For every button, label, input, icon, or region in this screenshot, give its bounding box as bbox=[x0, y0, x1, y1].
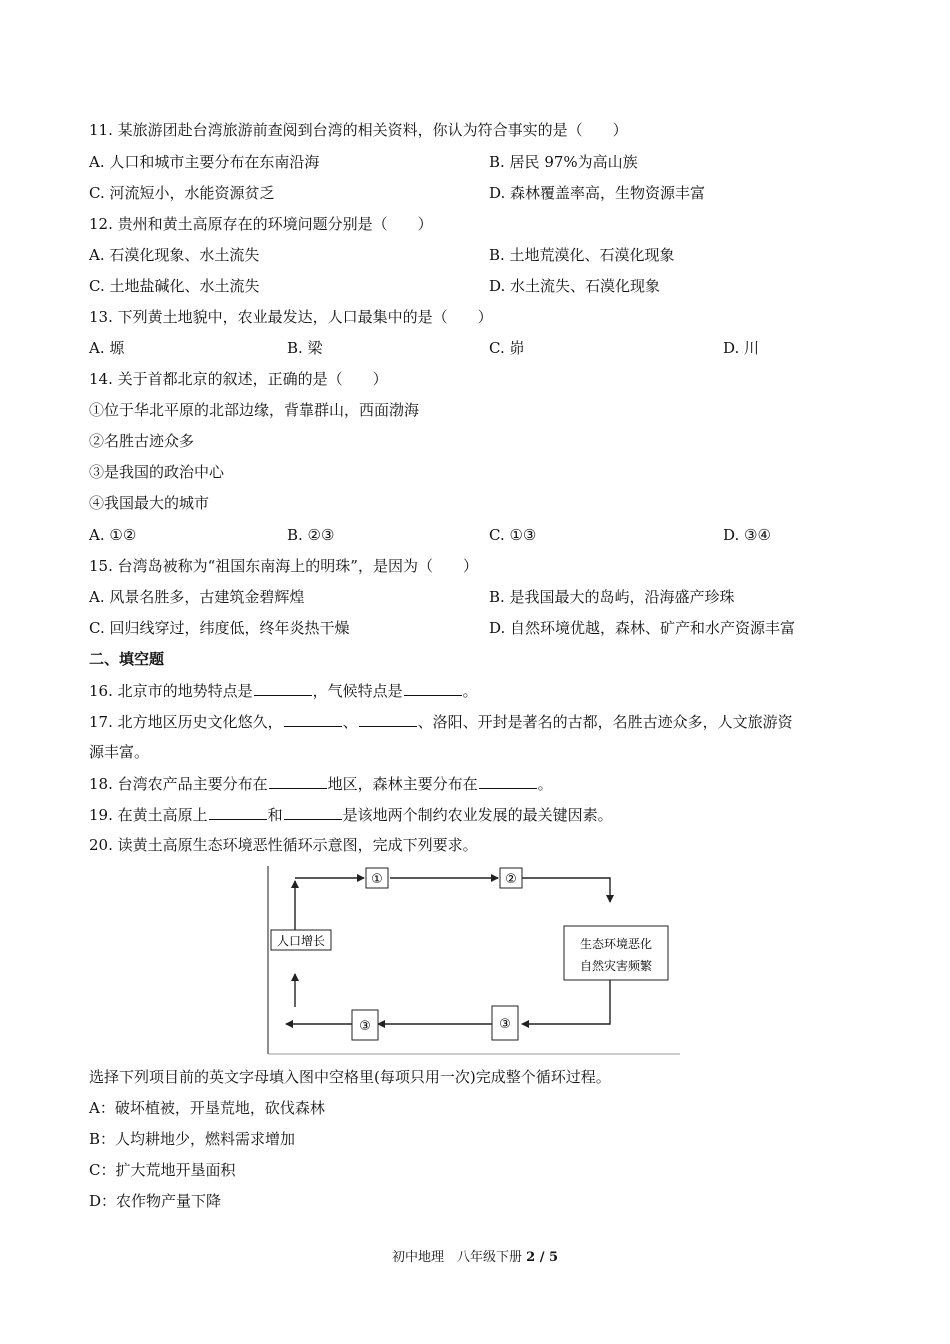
q11-option-c[interactable]: C. 河流短小，水能资源贫乏 bbox=[89, 184, 275, 202]
q16-text-2: ，气候特点是 bbox=[312, 682, 403, 700]
q16-blank-2[interactable] bbox=[404, 680, 462, 696]
q18-blank-1[interactable] bbox=[269, 773, 327, 789]
q18-text-3: 。 bbox=[537, 775, 553, 793]
q17-blank-1[interactable] bbox=[284, 711, 342, 727]
q13-option-b[interactable]: B. 梁 bbox=[287, 339, 323, 357]
arrow-to-eco bbox=[522, 878, 610, 902]
q18-text-1: 18. 台湾农产品主要分布在 bbox=[89, 775, 268, 793]
population-label: 人口增长 bbox=[276, 934, 326, 948]
q20-item-b: B：人均耕地少，燃料需求增加 bbox=[89, 1130, 296, 1148]
footer-text: 初中地理 八年级下册 bbox=[391, 1250, 527, 1265]
q15-option-c[interactable]: C. 回归线穿过，纬度低，终年炎热干燥 bbox=[89, 619, 350, 637]
marker-3a: ③ bbox=[359, 1019, 371, 1034]
eco-label-1: 生态环境恶化 bbox=[579, 937, 653, 951]
q19-text-2: 和 bbox=[267, 806, 283, 824]
q14-stem: 14. 关于首都北京的叙述，正确的是（ ） bbox=[89, 370, 388, 388]
q20-stem: 20. 读黄土高原生态环境恶性循环示意图，完成下列要求。 bbox=[89, 836, 478, 854]
arrow-to-3b bbox=[522, 980, 610, 1024]
marker-2: ② bbox=[505, 872, 517, 887]
q11-option-d[interactable]: D. 森林覆盖率高，生物资源丰富 bbox=[489, 184, 706, 202]
q17-blank-2[interactable] bbox=[359, 711, 417, 727]
q12-option-a[interactable]: A. 石漠化现象、水土流失 bbox=[89, 246, 260, 264]
q14-option-a[interactable]: A. ①② bbox=[89, 526, 137, 544]
q20-item-d: D：农作物产量下降 bbox=[89, 1192, 222, 1210]
section-heading: 二、填空题 bbox=[89, 650, 165, 668]
q20-item-a: A：破坏植被，开垦荒地，砍伐森林 bbox=[89, 1099, 325, 1117]
q14-statement-2: ②名胜古迹众多 bbox=[89, 432, 195, 450]
q15-option-b[interactable]: B. 是我国最大的岛屿，沿海盛产珍珠 bbox=[489, 588, 735, 606]
q17-text-2: 、 bbox=[342, 713, 358, 731]
q13-option-c[interactable]: C. 峁 bbox=[489, 339, 525, 357]
q19 bbox=[89, 804, 613, 825]
eco-label-2: 自然灾害频繁 bbox=[579, 959, 653, 973]
q11-option-a[interactable]: A. 人口和城市主要分布在东南沿海 bbox=[89, 153, 320, 171]
q13-option-a[interactable]: A. 塬 bbox=[89, 339, 125, 357]
q13-stem: 13. 下列黄土地貌中，农业最发达，人口最集中的是（ ） bbox=[89, 308, 493, 326]
q11-stem: 11. 某旅游团赴台湾旅游前查阅到台湾的相关资料，你认为符合事实的是（ ） bbox=[89, 121, 628, 139]
q17-text-1: 17. 北方地区历史文化悠久， bbox=[89, 713, 283, 731]
q14-option-c[interactable]: C. ①③ bbox=[489, 526, 537, 544]
page-number: 2 / 5 bbox=[526, 1250, 559, 1265]
q14-option-b[interactable]: B. ②③ bbox=[287, 526, 335, 544]
q14-option-d[interactable]: D. ③④ bbox=[723, 526, 771, 544]
q14-statement-3: ③是我国的政治中心 bbox=[89, 463, 225, 481]
q18-text-2: 地区，森林主要分布在 bbox=[327, 775, 478, 793]
q12-option-b[interactable]: B. 土地荒漠化、石漠化现象 bbox=[489, 246, 675, 264]
q16 bbox=[89, 680, 478, 701]
page-footer bbox=[0, 1246, 950, 1265]
q20-item-c: C：扩大荒地开垦面积 bbox=[89, 1161, 236, 1179]
q16-text-3: 。 bbox=[462, 682, 478, 700]
q12-option-d[interactable]: D. 水土流失、石漠化现象 bbox=[489, 277, 661, 295]
q12-option-c[interactable]: C. 土地盐碱化、水土流失 bbox=[89, 277, 260, 295]
q15-stem: 15. 台湾岛被称为“祖国东南海上的明珠”，是因为（ ） bbox=[89, 557, 478, 575]
q19-text-1: 19. 在黄土高原上 bbox=[89, 806, 208, 824]
q14-statement-4: ④我国最大的城市 bbox=[89, 494, 210, 512]
q19-text-3: 是该地两个制约农业发展的最关键因素。 bbox=[342, 806, 613, 824]
q12-stem: 12. 贵州和黄土高原存在的环境问题分别是（ ） bbox=[89, 215, 433, 233]
q19-blank-1[interactable] bbox=[209, 804, 267, 820]
q16-blank-1[interactable] bbox=[254, 680, 312, 696]
q14-statement-1: ①位于华北平原的北部边缘，背靠群山，西面渤海 bbox=[89, 401, 420, 419]
q15-option-d[interactable]: D. 自然环境优越，森林、矿产和水产资源丰富 bbox=[489, 619, 796, 637]
q15-option-a[interactable]: A. 风景名胜多，古建筑金碧辉煌 bbox=[89, 588, 305, 606]
q18 bbox=[89, 773, 553, 794]
q17-text-3: 、洛阳、开封是著名的古都，名胜古迹众多，人文旅游资 bbox=[417, 713, 793, 731]
marker-1: ① bbox=[371, 872, 383, 887]
q11-option-b[interactable]: B. 居民 97%为高山族 bbox=[489, 153, 638, 171]
q17 bbox=[89, 711, 793, 732]
q17-line-2: 源丰富。 bbox=[89, 743, 150, 761]
marker-3b: ③ bbox=[499, 1017, 511, 1032]
q16-text-1: 16. 北京市的地势特点是 bbox=[89, 682, 253, 700]
q18-blank-2[interactable] bbox=[479, 773, 537, 789]
q13-option-d[interactable]: D. 川 bbox=[723, 339, 760, 357]
loess-cycle-diagram bbox=[262, 862, 682, 1057]
q19-blank-2[interactable] bbox=[284, 804, 342, 820]
q20-instruction: 选择下列项目前的英文字母填入图中空格里(每项只用一次)完成整个循环过程。 bbox=[89, 1068, 611, 1086]
